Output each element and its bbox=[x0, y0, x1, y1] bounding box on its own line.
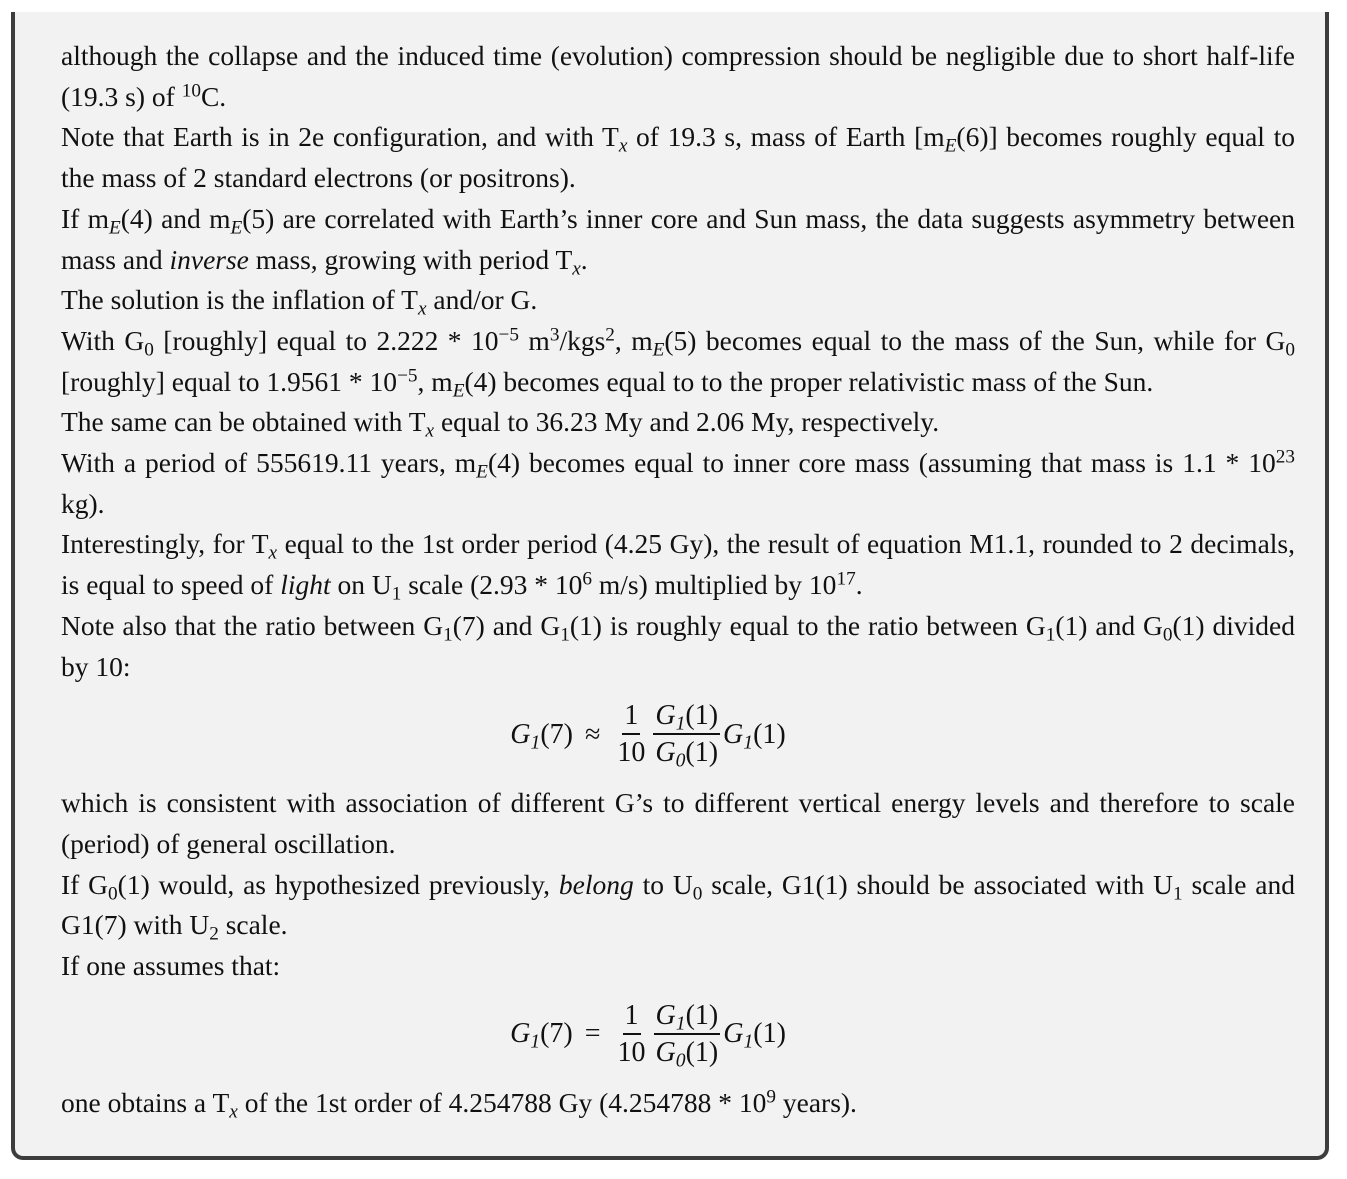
fraction-coefficient: $\frac{1}{10}$ bbox=[617, 700, 646, 769]
paragraph-5: With $G_0$ [roughly] equal to $2.222 * 10^{-5}$ $m^3/kgs^2$, $m_E(5)$ becomes equal to the mass of the Sun, while for $G_0$ [roughly] equal to $1.9561 * 10^{-5}$, $m_E(4)$ becomes equal to to the proper relativistic mass of the Sun. bbox=[61, 324, 1295, 401]
equation-equal: $G_1(7)$ = $\frac{1}{10}$ $\frac{G_1(1)}{G_0(1)}$ $G_1(1)$ bbox=[510, 999, 786, 1072]
relation-symbol: ≈ bbox=[584, 718, 601, 750]
paragraph-13: one obtains a $T_x$ of the 1st order of 4.254788 Gy ($4.254788 * 10^9$ years). bbox=[61, 1086, 857, 1123]
fraction-ratio: $\frac{G_1(1)}{G_0(1)}$ bbox=[655, 700, 719, 772]
paragraph-8: Interestingly, for $T_x$ equal to the 1st order period (4.25 Gy), the result of equation M1.1, rounded to 2 decimals, is equal to speed of light on $U_1$ scale ($2.93 * 10^6$ m/s) multiplied by $10^{17}$. bbox=[61, 528, 1295, 605]
paragraph-9: Note also that the ratio between $G_1(7)$ and $G_1(1)$ is roughly equal to the ratio between $G_1(1)$ and $G_0(1)$ divided by 10: bbox=[61, 609, 1295, 682]
paragraph-10: which is consistent with association of different G’s to different vertical energy levels and therefore to scale (period) of general oscillation. bbox=[61, 787, 1295, 859]
paragraph-3: If $m_E(4)$ and $m_E(5)$ are correlated with Earth’s inner core and Sun mass, the data suggests asymmetry between mass and inverse mass, growing with period $T_x$. bbox=[61, 202, 1295, 279]
fraction-coefficient: $\frac{1}{10}$ bbox=[617, 999, 646, 1068]
paragraph-2: Note that Earth is in 2e configuration, and with $T_x$ of 19.3 s, mass of Earth $[m_E(6)]$ becomes roughly equal to the mass of 2 standard electrons (or positrons). bbox=[61, 121, 1295, 194]
paragraph-7: With a period of 555619.11 years, $m_E(4)$ becomes equal to inner core mass (assuming that mass is $1.1 * 10^{23}$ kg). bbox=[61, 446, 1295, 519]
paragraph-11: If $G_0(1)$ would, as hypothesized previously, belong to $U_0$ scale, G1(1) should be associated with $U_1$ scale and G1(7) with $U_2$ scale. bbox=[61, 868, 1296, 945]
paragraph-4: The solution is the inflation of $T_x$ and/or G. bbox=[61, 284, 538, 320]
relation-symbol: = bbox=[584, 1018, 601, 1050]
paragraph-1: although the collapse and the induced time (evolution) compression should be negligible due to short half-life (19.3 s) of $^{10}$C. bbox=[61, 40, 1295, 112]
document-body bbox=[61, 36, 1295, 1123]
fraction-ratio: $\frac{G_1(1)}{G_0(1)}$ bbox=[655, 999, 719, 1072]
paragraph-12: If one assumes that: bbox=[61, 950, 281, 982]
text-frame bbox=[11, 12, 1329, 1160]
equation-approx: $G_1(7)$ ≈ $\frac{1}{10}$ $\frac{G_1(1)}{G_0(1)}$ $G_1(1)$ bbox=[510, 700, 786, 772]
paragraph-6: The same can be obtained with $T_x$ equal to 36.23 My and 2.06 My, respectively. bbox=[61, 406, 940, 442]
